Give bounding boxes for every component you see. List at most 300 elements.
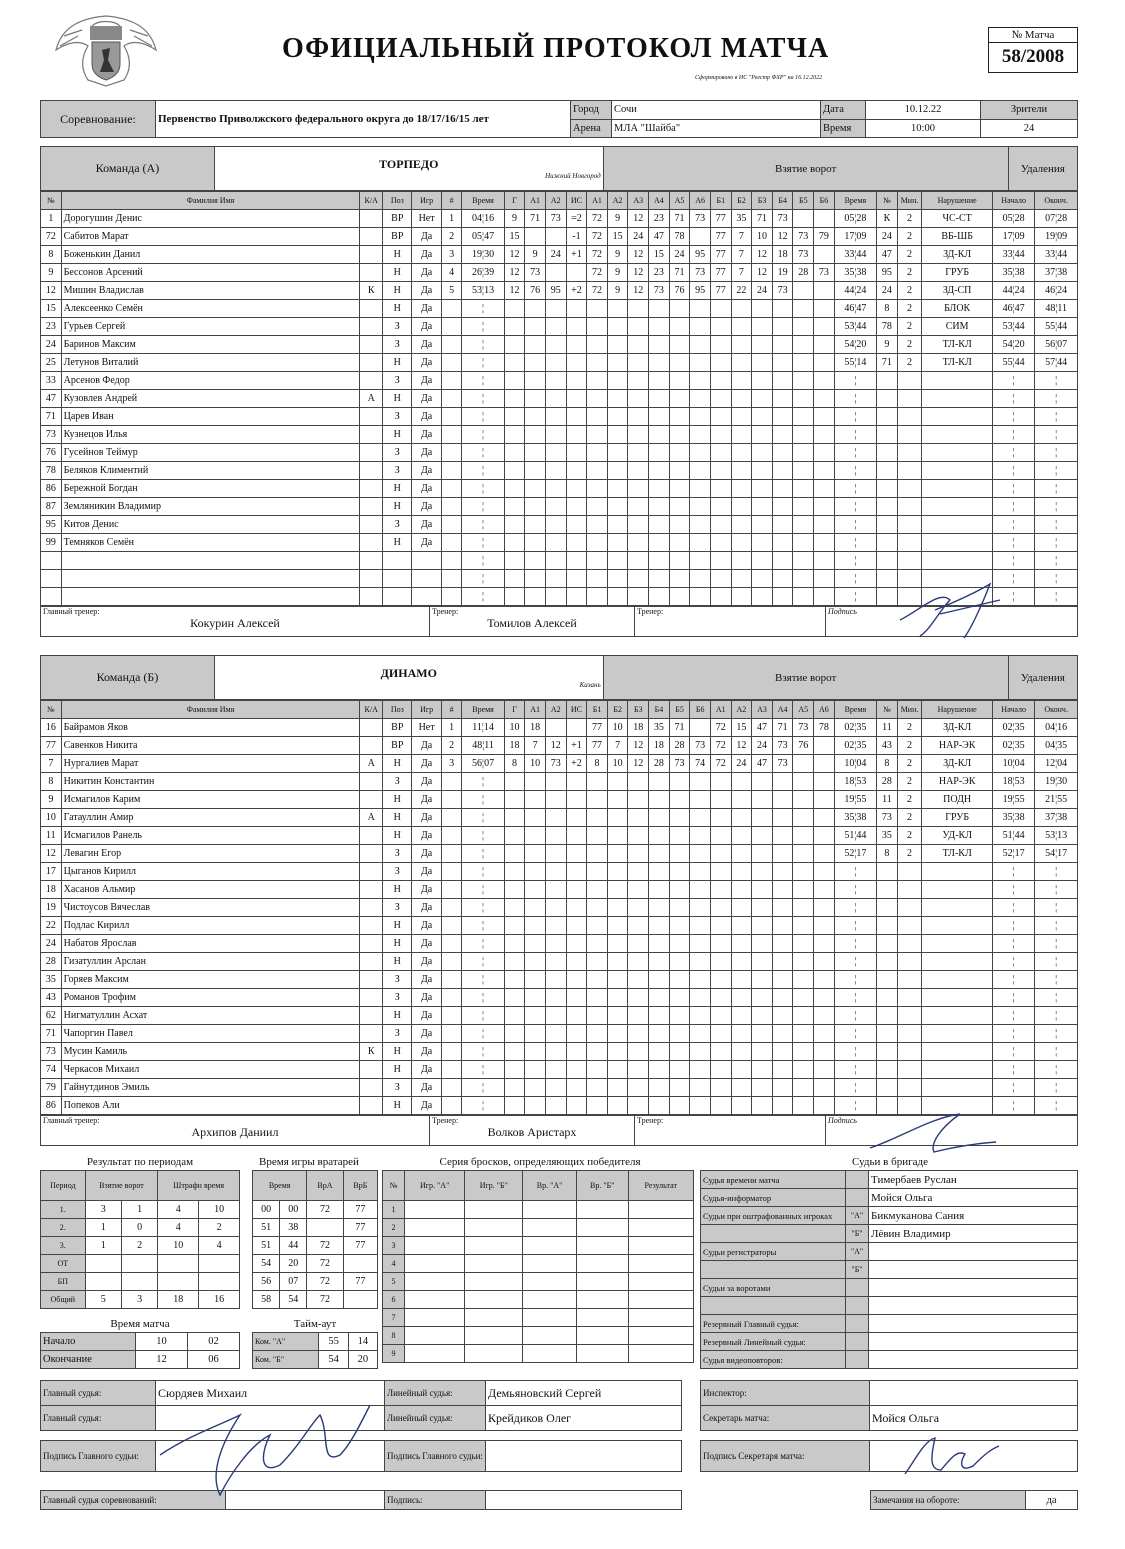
pen-minutes [897, 989, 922, 1007]
player-name: Гатауллин Амир [61, 809, 360, 827]
goal-cell [628, 372, 649, 390]
goal-cell [772, 462, 793, 480]
period-cell: БП [41, 1273, 86, 1291]
goal-cell [607, 1079, 628, 1097]
gk-cell: 00 [253, 1201, 280, 1219]
goal-time: ¦ [462, 791, 504, 809]
pen-player [877, 989, 898, 1007]
pen-time: ¦ [834, 534, 876, 552]
goal-cell [545, 719, 566, 737]
shootout-num: 8 [383, 1327, 405, 1345]
goal-cell: 76 [793, 737, 814, 755]
pen-time: ¦ [834, 462, 876, 480]
pen-player [877, 408, 898, 426]
goal-cell [545, 827, 566, 845]
shootout-row [383, 1291, 694, 1309]
pen-start: ¦ [992, 534, 1034, 552]
gk-row [253, 1201, 378, 1219]
goal-cell: +1 [566, 246, 587, 264]
goal-cell [710, 971, 731, 989]
player-row [41, 282, 1078, 300]
player-pos: З [383, 444, 412, 462]
goal-cell [525, 1007, 546, 1025]
pen-start: 35¦38 [992, 264, 1034, 282]
pen-start-min: 35 [1002, 267, 1013, 278]
goal-cell: +2 [566, 755, 587, 773]
gk-cell: 58 [253, 1291, 280, 1309]
goal-cell [525, 444, 546, 462]
pen-violation: ЗД-КЛ [922, 719, 993, 737]
pen-violation [922, 917, 993, 935]
official-name [869, 1333, 1078, 1351]
pen-end-min: 56 [1045, 339, 1056, 350]
goal-cell [566, 899, 587, 917]
goal-col-5: ИС [566, 192, 587, 210]
pen-time: 35¦38 [834, 264, 876, 282]
player-ka [360, 881, 383, 899]
pen-start: ¦ [992, 462, 1034, 480]
inspector-table [700, 1380, 1078, 1431]
goal-cell [545, 971, 566, 989]
goal-cell [545, 917, 566, 935]
goal-cell [441, 989, 462, 1007]
goal-cell: 12 [628, 737, 649, 755]
pen-min: 35 [844, 267, 855, 278]
pen-end: 07¦28 [1035, 210, 1078, 228]
goal-col-4: А2 [545, 701, 566, 719]
spectators-value: 24 [981, 119, 1078, 138]
goal-cell [441, 462, 462, 480]
goal-cell [545, 1097, 566, 1115]
goal-cell: 9 [607, 264, 628, 282]
col-pos: Поз [383, 192, 412, 210]
goal-cell [752, 408, 773, 426]
official-name [869, 1315, 1078, 1333]
goal-cell [772, 773, 793, 791]
goal-cell [814, 408, 835, 426]
penalties-header: Удаления [1008, 656, 1077, 700]
pen-sec: 38 [856, 267, 867, 278]
goal-cell [793, 516, 814, 534]
pen-end-min: 19 [1045, 231, 1056, 242]
pen-end-sec: 44 [1057, 249, 1068, 260]
goal-cell [772, 845, 793, 863]
goal-cell [649, 845, 670, 863]
player-number: 23 [41, 318, 62, 336]
goal-time: ¦ [462, 336, 504, 354]
team-b-section [40, 655, 1078, 1146]
goal-cell [793, 809, 814, 827]
player-row [41, 935, 1078, 953]
goal-cell [504, 809, 525, 827]
pen-player: 95 [877, 264, 898, 282]
pen-player [877, 1043, 898, 1061]
period-cell: 1 [121, 1201, 157, 1219]
goal-cell [607, 791, 628, 809]
shootout-cell [465, 1345, 523, 1363]
goal-cell [814, 462, 835, 480]
goal-cell [731, 863, 752, 881]
goal-cell [587, 300, 608, 318]
pen-start-sec: 20 [1014, 339, 1025, 350]
goal-cell: 18 [628, 719, 649, 737]
goal-cell [731, 845, 752, 863]
player-name: Мусин Камиль [61, 1043, 360, 1061]
pen-player [877, 372, 898, 390]
goal-cell [566, 444, 587, 462]
goal-cell [566, 881, 587, 899]
goal-cell [649, 1007, 670, 1025]
goal-cell [649, 462, 670, 480]
end-label: Окончание [41, 1351, 136, 1369]
player-number: 86 [41, 1097, 62, 1115]
pen-violation: НАР-ЭК [922, 737, 993, 755]
goal-cell [814, 1007, 835, 1025]
goal-cell [772, 809, 793, 827]
goal-cell [710, 372, 731, 390]
goal-cell [525, 989, 546, 1007]
pen-col-1: № [877, 192, 898, 210]
pen-end-min: 54 [1045, 848, 1056, 859]
coach2-label: Тренер: [637, 1116, 664, 1125]
goal-cell [772, 426, 793, 444]
goal-cell [752, 1007, 773, 1025]
goal-col-1: Время [462, 192, 504, 210]
pen-player [877, 498, 898, 516]
goal-cell [793, 845, 814, 863]
player-pos: ВР [383, 719, 412, 737]
shootout-row [383, 1273, 694, 1291]
onice-col-2: А3 [628, 192, 649, 210]
pen-start-min: 18 [1002, 776, 1013, 787]
shootout-num: 1 [383, 1201, 405, 1219]
goal-cell: 10 [752, 228, 773, 246]
goal-cell: 73 [793, 228, 814, 246]
match-time-title: Время матча [110, 1318, 170, 1330]
goal-cell [793, 444, 814, 462]
pen-end: 04¦16 [1035, 719, 1078, 737]
player-play: Да [412, 516, 441, 534]
goal-cell: 7 [731, 264, 752, 282]
goal-cell [669, 881, 690, 899]
goal-cell [710, 444, 731, 462]
shootout-cell [628, 1219, 693, 1237]
goal-cell [504, 408, 525, 426]
pen-violation [922, 498, 993, 516]
pen-end-min: 55 [1045, 321, 1056, 332]
opp-col-3: Б4 [772, 192, 793, 210]
player-row [41, 552, 1078, 570]
pen-minutes [897, 408, 922, 426]
player-pos: З [383, 372, 412, 390]
pen-end: ¦ [1035, 516, 1078, 534]
goal-min: 26 [472, 267, 483, 278]
pen-minutes [897, 372, 922, 390]
goal-cell [587, 935, 608, 953]
pen-end: 56¦07 [1035, 336, 1078, 354]
player-ka [360, 935, 383, 953]
pen-start-sec: 28 [1014, 213, 1025, 224]
goal-cell: 3 [441, 246, 462, 264]
player-pos: З [383, 408, 412, 426]
shootout-cell [628, 1291, 693, 1309]
goal-cell [772, 1025, 793, 1043]
goal-cell: 1 [441, 719, 462, 737]
goal-cell [441, 498, 462, 516]
goal-cell: 18 [525, 719, 546, 737]
goal-cell [814, 755, 835, 773]
gk-cell: 77 [343, 1219, 377, 1237]
coach1-cell [430, 607, 635, 637]
timeout-table [252, 1332, 378, 1369]
secretary-sign-table [700, 1440, 1078, 1472]
goal-time: ¦ [462, 917, 504, 935]
goal-cell [566, 917, 587, 935]
pen-sec: 38 [856, 812, 867, 823]
goal-cell [649, 989, 670, 1007]
pen-start-sec: 17 [1014, 848, 1025, 859]
pen-player: 8 [877, 845, 898, 863]
goal-cell: 47 [752, 755, 773, 773]
pen-start: ¦ [992, 881, 1034, 899]
goal-cell: 73 [772, 210, 793, 228]
goal-cell [814, 917, 835, 935]
goal-cell: 73 [772, 282, 793, 300]
player-number: 15 [41, 300, 62, 318]
onice-col-0: Б1 [587, 701, 608, 719]
goal-cell [649, 480, 670, 498]
goal-cell [669, 917, 690, 935]
player-row [41, 989, 1078, 1007]
team-a-section [40, 146, 1078, 637]
goal-cell [607, 444, 628, 462]
goal-cell [772, 534, 793, 552]
col-player: Фамилия Имя [61, 701, 360, 719]
head-coach-name: Кокурин Алексей [190, 616, 280, 630]
goal-cell [587, 516, 608, 534]
official-role: Судьи за воротами [701, 1279, 846, 1297]
periods-col-goals: Взятие ворот [85, 1171, 158, 1201]
pen-start: ¦ [992, 588, 1034, 606]
line-ref-1: Демьяновский Сергей [486, 1381, 682, 1406]
goal-cell [752, 1097, 773, 1115]
goal-cell: 7 [731, 228, 752, 246]
coach1-name: Волков Аристарх [487, 1125, 577, 1139]
goal-cell [793, 899, 814, 917]
goal-cell [752, 809, 773, 827]
player-row [41, 827, 1078, 845]
pen-violation: ТЛ-КЛ [922, 336, 993, 354]
player-play: Да [412, 354, 441, 372]
period-cell: 18 [158, 1291, 199, 1309]
pen-violation [922, 444, 993, 462]
goal-cell [525, 552, 546, 570]
goal-cell [814, 989, 835, 1007]
player-number: 9 [41, 264, 62, 282]
pen-minutes [897, 426, 922, 444]
goal-cell [731, 480, 752, 498]
shootout-col-3: Вр. "А" [523, 1171, 577, 1201]
pen-start: ¦ [992, 899, 1034, 917]
gk-cell: 72 [307, 1237, 343, 1255]
goal-cell [793, 755, 814, 773]
signature-label: Подпись [828, 1116, 857, 1125]
pen-end-sec: 38 [1057, 812, 1068, 823]
gk-row [253, 1219, 378, 1237]
goal-cell [587, 845, 608, 863]
pen-time: 02¦35 [834, 737, 876, 755]
goal-cell [607, 498, 628, 516]
goal-cell [649, 570, 670, 588]
pen-time: ¦ [834, 899, 876, 917]
pen-time: ¦ [834, 498, 876, 516]
goal-cell [752, 899, 773, 917]
pen-start-sec: 44 [1014, 321, 1025, 332]
period-cell: ОТ [41, 1255, 86, 1273]
goal-cell [731, 953, 752, 971]
coach1-name: Томилов Алексей [487, 616, 577, 630]
goal-cell [793, 390, 814, 408]
gk-cell: 54 [253, 1255, 280, 1273]
player-name: Исмагилов Карим [61, 791, 360, 809]
goal-cell [566, 1043, 587, 1061]
pen-violation [922, 372, 993, 390]
goal-cell [525, 228, 546, 246]
goal-cell [772, 971, 793, 989]
goal-sec: 16 [484, 213, 495, 224]
goal-cell [669, 570, 690, 588]
goal-cell [441, 390, 462, 408]
pen-end: ¦ [1035, 1007, 1078, 1025]
goal-cell [772, 570, 793, 588]
goal-cell [525, 1097, 546, 1115]
goal-cell [628, 588, 649, 606]
periods-title: Результат по периодам [86, 1156, 194, 1168]
pen-time: ¦ [834, 971, 876, 989]
goal-cell [752, 773, 773, 791]
shootout-num: 7 [383, 1309, 405, 1327]
pen-violation [922, 989, 993, 1007]
goal-cell [441, 570, 462, 588]
pen-end: ¦ [1035, 390, 1078, 408]
pen-end-sec: 38 [1057, 267, 1068, 278]
pen-violation [922, 480, 993, 498]
pen-player: 8 [877, 300, 898, 318]
goal-cell [525, 1079, 546, 1097]
goal-cell [793, 354, 814, 372]
goal-cell: 12 [504, 264, 525, 282]
goal-cell: 72 [710, 737, 731, 755]
gk-row [253, 1255, 378, 1273]
player-pos: Н [383, 282, 412, 300]
gk-cell: 72 [307, 1255, 343, 1273]
goal-cell [690, 300, 711, 318]
goal-time: ¦ [462, 570, 504, 588]
goal-cell [587, 917, 608, 935]
pen-minutes [897, 899, 922, 917]
goal-cell [814, 881, 835, 899]
pen-end: 46¦24 [1035, 282, 1078, 300]
coach2-cell [635, 1116, 826, 1146]
goal-cell [545, 1007, 566, 1025]
pen-player: 78 [877, 318, 898, 336]
goal-cell [710, 408, 731, 426]
pen-time: 33¦44 [834, 246, 876, 264]
shootout-num: 2 [383, 1219, 405, 1237]
goal-cell [441, 809, 462, 827]
pen-min: 46 [844, 303, 855, 314]
opp-col-1: Б2 [731, 192, 752, 210]
pen-player [877, 953, 898, 971]
pen-end: 19¦30 [1035, 773, 1078, 791]
goal-cell [504, 953, 525, 971]
pen-end: ¦ [1035, 863, 1078, 881]
pen-time: ¦ [834, 1007, 876, 1025]
goal-cell [793, 498, 814, 516]
goal-time: ¦ [462, 552, 504, 570]
goal-cell [441, 480, 462, 498]
player-ka [360, 953, 383, 971]
player-number: 11 [41, 827, 62, 845]
goal-cell: 72 [587, 228, 608, 246]
goal-cell [441, 1061, 462, 1079]
player-ka [360, 863, 383, 881]
player-number: 86 [41, 480, 62, 498]
goal-cell [752, 935, 773, 953]
goal-cell [504, 1025, 525, 1043]
goal-cell [814, 390, 835, 408]
goal-cell [607, 917, 628, 935]
official-team: "А" [846, 1207, 869, 1225]
goal-cell [607, 1025, 628, 1043]
goal-cell [710, 845, 731, 863]
period-cell: 1 [85, 1237, 121, 1255]
goal-cell [690, 719, 711, 737]
goal-cell: 24 [752, 737, 773, 755]
goal-cell [731, 354, 752, 372]
goal-cell [793, 1025, 814, 1043]
goal-cell [628, 498, 649, 516]
goal-cell [752, 917, 773, 935]
goalie-time-table [252, 1170, 378, 1309]
pen-player [877, 1025, 898, 1043]
goal-cell [607, 300, 628, 318]
shootout-cell [628, 1201, 693, 1219]
pen-end: ¦ [1035, 552, 1078, 570]
goal-cell: 71 [772, 719, 793, 737]
goal-cell [710, 935, 731, 953]
goal-cell [649, 534, 670, 552]
goal-time: 56¦07 [462, 755, 504, 773]
pen-minutes: 2 [897, 755, 922, 773]
player-ka: А [360, 390, 383, 408]
player-row [41, 1061, 1078, 1079]
head-coach-cell [41, 1116, 430, 1146]
shootout-cell [628, 1273, 693, 1291]
team-name: ДИНАМО [380, 666, 437, 680]
inspector-label: Инспектор: [701, 1381, 870, 1406]
goal-cell [669, 827, 690, 845]
player-name: Нигматуллин Асхат [61, 1007, 360, 1025]
goal-cell [772, 935, 793, 953]
player-number [41, 588, 62, 606]
goal-cell [752, 989, 773, 1007]
player-play: Да [412, 390, 441, 408]
pen-minutes: 2 [897, 318, 922, 336]
pen-player [877, 881, 898, 899]
goal-cell: 71 [669, 719, 690, 737]
onice-col-5: Б6 [690, 701, 711, 719]
